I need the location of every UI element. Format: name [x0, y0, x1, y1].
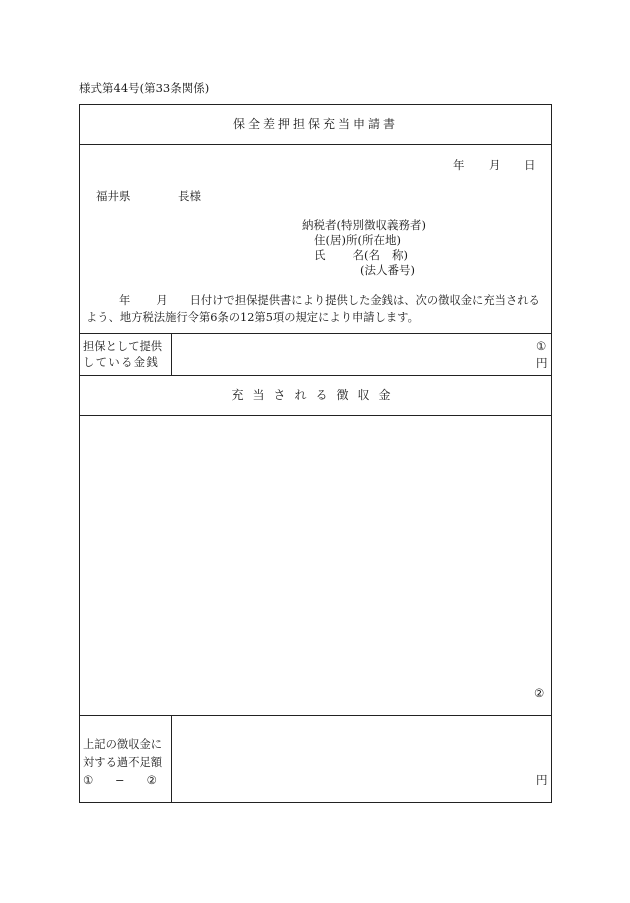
title-divider [79, 144, 552, 145]
section-title-divider [79, 415, 552, 416]
collateral-label: 担保として提供 している金銭 [83, 340, 163, 369]
addressee-title: 長様 [178, 189, 201, 203]
date-month-label: 月 [489, 158, 501, 172]
document-title: 保全差押担保充当申請書 [232, 117, 398, 131]
address-label: 住(居)所(所在地) [314, 233, 401, 247]
date-year-label: 年 [453, 158, 465, 172]
date-day-label: 日 [524, 158, 536, 172]
collections-mark: ② [534, 686, 545, 700]
collateral-mark: ① [536, 339, 547, 353]
collateral-column-divider [171, 333, 172, 375]
collateral-unit: 円 [536, 356, 548, 370]
taxpayer-label: 納税者(特別徴収義務者) [302, 218, 426, 232]
collections-divider [79, 715, 552, 716]
form-number-label: 様式第44号(第33条関係) [79, 81, 210, 95]
balance-label: 上記の徴収金に 対する過不足額 ① − ② [83, 738, 163, 787]
header-divider [79, 333, 552, 334]
application-statement: 年 月 日付けで担保提供書により提供した金銭は、次の徴収金に充当されるよう、地方税法施行令第6条の12第5項の規定により申請します。 [86, 294, 540, 324]
addressee-prefecture: 福井県 [96, 189, 131, 203]
name-label: 氏 名(名 称) [314, 248, 408, 262]
balance-unit: 円 [536, 773, 548, 787]
collections-section-title: 充当される徴収金 [231, 388, 400, 402]
corporate-number-label: (法人番号) [360, 263, 415, 277]
form-frame [79, 104, 552, 803]
balance-column-divider [171, 715, 172, 803]
